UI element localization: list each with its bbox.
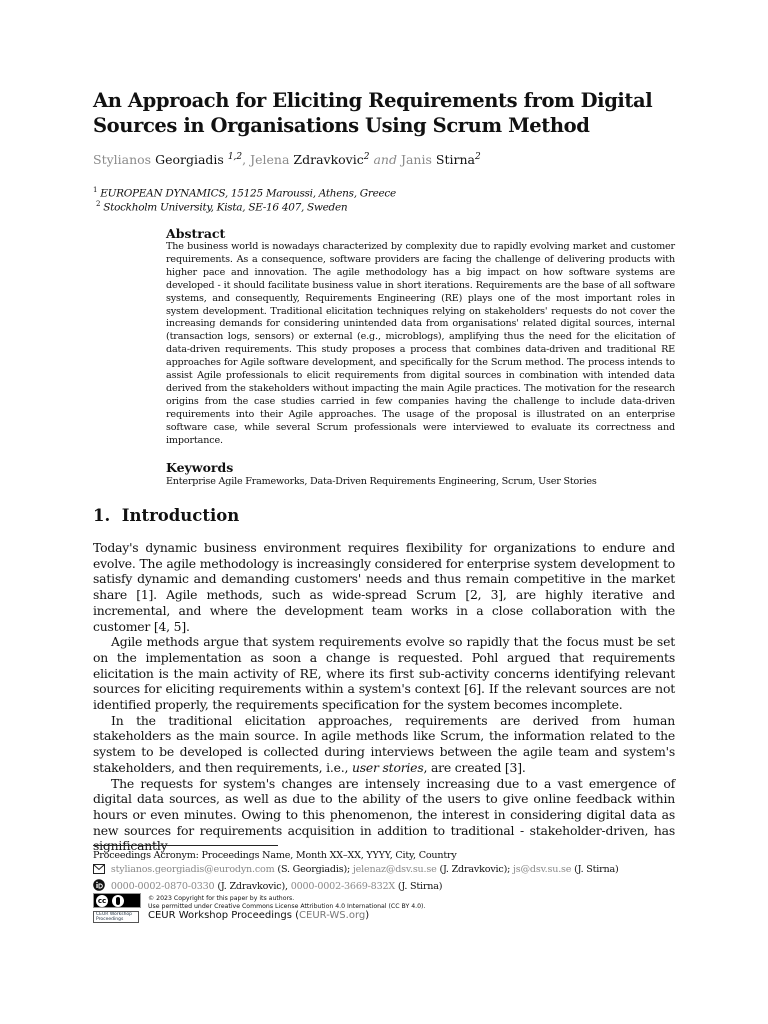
author-given-name: Jelena — [250, 152, 290, 168]
author-family-name: Zdravkovic — [293, 152, 364, 168]
abstract-heading: Abstract — [166, 226, 226, 241]
email-link[interactable]: js@dsv.su.se — [513, 864, 572, 875]
paragraph: Agile methods argue that system requirements evolve so rapidly that the focus must be set on the implementation as soon a change is requested. Pohl argued that requirements elicitation is the main activity of RE, where its first sub-activity concerns identifying relevant sources for eliciting requirements within a system's context [6]. If the relevant sources are not identified properly, the requirements specification for the system becomes incomplete. — [93, 634, 675, 713]
orcid-link[interactable]: 0000-0002-0870-0330 — [110, 881, 215, 892]
author-affiliation-mark: 1,2 — [227, 152, 243, 162]
orcid-owner: (J. Stirna) — [397, 881, 443, 892]
orcid-link[interactable]: 0000-0002-3669-832X — [290, 881, 396, 892]
paragraph: The requests for system's changes are intensely increasing due to a vast emergence of digital data sources, as well as due to the ability of the users to give online feedback within hours or even minutes. Owing to this phenomenon, the interest in considering digital data as new sources for requirements acquisition in addition to traditional - stakeholder-driven, has significantly — [93, 775, 675, 854]
paragraph-text: , are created [3]. — [423, 759, 526, 775]
ceur-proceedings — [148, 910, 369, 921]
email-owner: (J. Zdravkovic); — [439, 864, 511, 875]
keywords-heading: Keywords — [166, 460, 234, 475]
cc-icon: cc — [97, 896, 107, 905]
copyright-notice: © 2023 Copyright for this paper by its authors. — [148, 895, 295, 902]
email-line — [93, 864, 619, 877]
cc-by-license-badge[interactable] — [93, 893, 141, 908]
author-affiliation-mark: 2 — [363, 152, 370, 162]
emphasis-user-stories: user stories — [351, 759, 424, 775]
paper-title: An Approach for Eliciting Requirements from Digital Sources in Organisations Using Scrum Method — [93, 89, 653, 137]
author-given-name: Stylianos — [93, 152, 152, 168]
email-owner: (J. Stirna) — [574, 864, 619, 875]
affiliation-text: Stockholm University, Kista, SE-16 407, Sweden — [103, 201, 348, 214]
envelope-icon — [93, 864, 105, 877]
section-number: 1. — [93, 506, 111, 525]
ceur-name: CEUR Workshop Proceedings — [148, 910, 292, 921]
license-notice: Use permitted under Creative Commons License Attribution 4.0 International (CC BY 4.0). — [148, 903, 426, 910]
paragraph — [93, 713, 675, 776]
abstract-body: The business world is nowadays characterized by complexity due to rapidly evolving market and customer requirements. As a consequence, software providers are facing the challenge of delivering products with higher pace and innovation. The agile methodology has a big impact on how software systems are developed - it should facilitate business value in short iterations. Requirements are the base of all software systems, and consequently, Requirements Engineering (RE) plays one of the most important roles in system development. Traditional elicitation techniques relying on stakeholders' requests do not cover the increasing demands for considering unintended data from organisations' related digital sources, internal (transaction logs, sensors) or external (e.g., microblogs), amplifying thus the need for the elicitation of data-driven requirements. This study proposes a process that combines data-driven and traditional RE approaches for Agile software development, and specifically for the Scrum method. The process intends to assist Agile professionals to elicit requirements from digital sources in combination with intended data derived from the stakeholders without impacting the main Agile practices. The motivation for the research origins from the case studies carried in few companies having the challenge to include data-driven requirements into their Agile approaches. The usage of the proposal is illustrated on an enterprise software case, while several Scrum professionals were interviewed to evaluate its correctness and importance. — [166, 241, 675, 446]
paragraph-text: In the traditional elicitation approaches, requirements are derived from human stakeholders as the main source. In agile methods like Scrum, the information related to the system to be developed is collected during interviews between the agile team and system's stakeholders, and then requirements, i.e., — [93, 712, 675, 775]
ceur-logo: CEUR Workshop Proceedings — [93, 911, 139, 923]
orcid-owner: (J. Zdravkovic), — [217, 881, 288, 892]
section-heading-introduction — [93, 506, 239, 525]
ceur-close-paren: ) — [365, 910, 370, 921]
affiliation-2 — [93, 200, 347, 214]
author-family-name: Stirna — [435, 152, 475, 168]
affiliation-number: 1 — [93, 186, 98, 194]
email-link[interactable]: jelenaz@dsv.su.se — [352, 864, 437, 875]
footnote-divider — [93, 845, 278, 846]
affiliation-text: EUROPEAN DYNAMICS, 15125 Maroussi, Athens, Greece — [100, 187, 396, 200]
author-line — [93, 152, 481, 167]
author-given-name: Janis — [400, 152, 432, 168]
keywords-list: Enterprise Agile Frameworks, Data-Driven Requirements Engineering, Scrum, User Stories — [166, 476, 597, 487]
orcid-line — [93, 879, 442, 894]
orcid-icon — [93, 879, 105, 894]
introduction-body — [93, 540, 675, 854]
section-title: Introduction — [121, 506, 240, 525]
author-family-name: Georgiadis — [155, 152, 224, 168]
paragraph: Today's dynamic business environment requires flexibility for organizations to endure and evolve. The agile methodology is increasingly considered for enterprise system development to satisfy dynamic and demanding customers' needs and thus remain competitive in the market share [1]. Agile methods, such as wide-spread Scrum [2, 3], are highly iterative and incremental, and where the development team works in a close collaboration with the customer [4, 5]. — [93, 540, 675, 634]
affiliation-1 — [93, 186, 396, 200]
author-affiliation-mark: 2 — [474, 152, 481, 162]
author-separator: , — [242, 152, 247, 168]
attribution-icon — [112, 895, 124, 907]
proceedings-line: Proceedings Acronym: Proceedings Name, Month XX–XX, YYYY, City, Country — [93, 850, 457, 861]
affiliation-number: 2 — [96, 200, 101, 208]
ceur-open-paren: ( — [295, 910, 300, 921]
author-and: and — [373, 152, 397, 168]
email-owner: (S. Georgiadis); — [277, 864, 351, 875]
ceur-link[interactable]: CEUR-WS.org — [299, 910, 366, 921]
email-link[interactable]: stylianos.georgiadis@eurodyn.com — [110, 864, 275, 875]
